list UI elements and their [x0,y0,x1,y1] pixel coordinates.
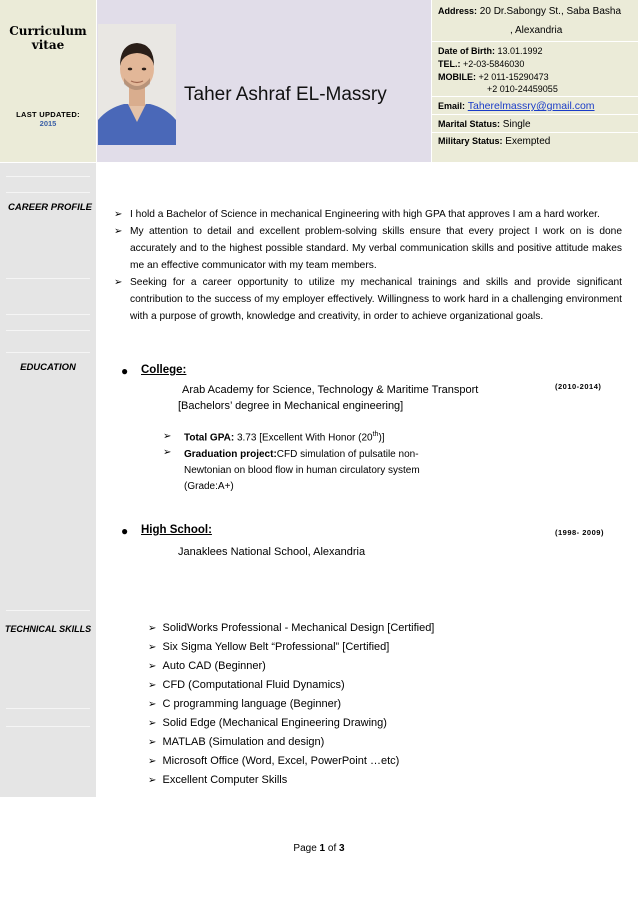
military-value: Exempted [505,136,551,147]
career-list [114,206,622,325]
school-label: High School: [141,524,212,536]
bullet-icon: ● [121,364,129,378]
tel-row [438,58,524,70]
project-line3: (Grade:A+) [184,481,234,492]
full-name: Taher Ashraf EL-Massry [184,84,387,105]
list-item [148,676,434,695]
person-portrait-icon [98,24,176,145]
address-line1: 20 Dr.Sabongy St., Saba Basha [479,6,622,17]
sidebar-rule [6,278,90,279]
arrow-bullet-icon: ➢ [148,642,157,653]
college-years: (2010-2014) [555,382,602,391]
technical-skills-heading: TECHNICAL SKILLS [4,624,92,634]
sidebar-rule [6,176,90,177]
graduation-project [184,447,484,495]
project-line1: CFD simulation of pulsatile non- [276,449,419,460]
list-item [148,619,434,638]
arrow-bullet-icon: ➢ [148,775,157,786]
skill-text: Auto CAD (Beginner) [162,660,266,672]
military-row [438,135,550,148]
list-item [148,657,434,676]
list-item [148,695,434,714]
skill-text: MATLAB (Simulation and design) [162,736,325,748]
mobile-value-2: +2 010-24459055 [487,84,558,94]
skill-text: Six Sigma Yellow Belt “Professional” [Certified] [162,641,390,653]
gpa-close: )] [378,432,385,444]
sidebar-rule [6,726,90,727]
sidebar-rule [6,314,90,315]
list-item [148,714,434,733]
marital-value: Single [502,119,531,130]
sidebar-rule [6,352,90,353]
sidebar-rule [6,330,90,331]
info-divider [432,41,638,42]
tel-value: +2-03-5846030 [463,59,525,69]
skill-text: Excellent Computer Skills [162,774,288,786]
marital-row [438,118,531,131]
info-divider [432,114,638,115]
school-years: (1998- 2009) [555,528,604,537]
arrow-bullet-icon: ➢ [148,737,157,748]
gpa-value: 3.73 [Excellent With Honor (20 [236,432,373,444]
skill-text: C programming language (Beginner) [162,698,342,710]
last-updated-year: 2015 [39,119,57,128]
arrow-bullet-icon: ➢ [114,277,123,288]
project-line2: Newtonian on blood flow in human circulatory system [184,465,420,476]
arrow-bullet-icon: ➢ [114,226,123,237]
info-divider [432,96,638,97]
skill-text: Solid Edge (Mechanical Engineering Drawing) [162,717,387,729]
college-label: College: [141,364,187,376]
marital-label: Marital Status: [438,119,501,129]
of-word: of [327,843,337,854]
arrow-bullet-icon: ➢ [148,756,157,767]
arrow-bullet-icon: ➢ [148,680,157,691]
email-row [438,100,595,112]
military-label: Military Status: [438,136,503,146]
last-updated-label: LAST UPDATED: [16,110,80,119]
email-label: Email: [438,101,466,111]
list-item [148,771,434,790]
bullet-icon: ● [121,524,129,538]
sidebar-rule [6,192,90,193]
career-item-text: I hold a Bachelor of Science in mechanical Engineering with high GPA that approves I am a hard worker. [130,209,600,220]
arrow-bullet-icon: ➢ [114,209,123,220]
address-line2: , Alexandria [510,25,563,36]
list-item [148,752,434,771]
gpa-label: Total GPA: [184,432,235,444]
project-label: Graduation project: [184,449,277,460]
sidebar [0,163,96,797]
email-link[interactable]: Taherelmassry@gmail.com [467,100,595,112]
arrow-bullet-icon: ➢ [148,623,157,634]
tel-label: TEL.: [438,59,461,69]
school-name: Janaklees National School, Alexandria [178,546,366,558]
college-degree: [Bachelors’ degree in Mechanical engineering] [178,400,404,412]
arrow-bullet-icon: ➢ [148,699,157,710]
address-row [438,5,621,18]
dob-row [438,45,543,57]
dob-label: Date of Birth: [438,46,495,56]
dob-value: 13.01.1992 [497,46,543,56]
info-divider [432,132,638,133]
gpa-superscript: th [372,431,379,438]
skill-text: CFD (Computational Fluid Dynamics) [162,679,345,691]
cv-title: Curriculum vitae [9,24,87,52]
list-item [114,206,622,223]
page-word: Page [293,843,317,854]
page-total: 3 [339,843,345,854]
gpa-row [184,431,385,443]
arrow-bullet-icon: ➢ [148,661,157,672]
mobile-label: MOBILE: [438,72,476,82]
page-number: 1 [319,843,326,854]
arrow-bullet-icon: ➢ [163,447,172,458]
list-item [148,638,434,657]
mobile-row [438,71,549,83]
mobile-value-1: +2 011-15290473 [478,72,549,82]
arrow-bullet-icon: ➢ [148,718,157,729]
education-heading: EDUCATION [20,362,76,373]
list-item [114,223,622,274]
page-footer [0,843,638,854]
skill-text: SolidWorks Professional - Mechanical Design [Certified] [162,622,435,634]
list-item [148,733,434,752]
address-label: Address: [438,6,478,16]
skill-text: Microsoft Office (Word, Excel, PowerPoint …etc) [162,755,400,767]
sidebar-rule [6,610,90,611]
profile-photo [98,24,176,145]
college-name: Arab Academy for Science, Technology & Maritime Transport [182,384,479,396]
career-profile-heading: CAREER PROFILE [8,202,92,213]
skills-list [148,619,434,790]
career-item-text: Seeking for a career opportunity to utilize my mechanical trainings and skills and provide significant contribution to the success of my employer effectively. Willingness to work hard in a challenging environment with a purpose of growth, knowledge and creativity, in order to achieve organizational goals. [130,277,622,322]
arrow-bullet-icon: ➢ [163,431,172,442]
career-item-text: My attention to detail and excellent problem-solving skills ensure that every project I work on is done accurately and to the highest possible standard. My verbal communication skills and positive attitude makes me an effective communicator with my team members. [130,226,622,271]
sidebar-rule [6,708,90,709]
list-item [114,274,622,325]
